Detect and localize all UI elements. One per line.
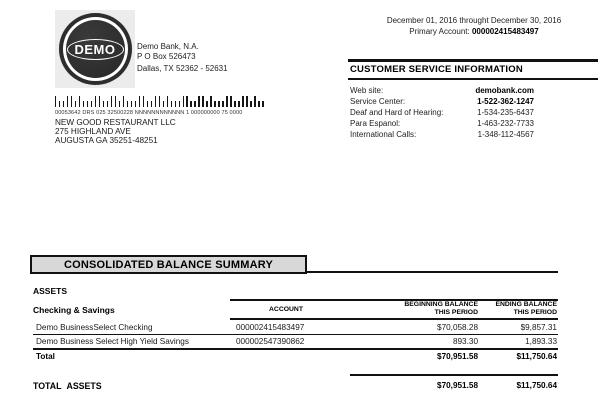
cs-value-website: demobank.com: [475, 86, 534, 95]
account-row-ending-balance: $9,857.31: [520, 323, 557, 332]
total-assets-label: TOTAL ASSETS: [33, 381, 102, 391]
column-header-ending-balance: [457, 301, 557, 317]
customer-service-row: [350, 107, 534, 118]
table-rule-row2-bottom: [33, 348, 558, 350]
bank-logo: [55, 10, 135, 88]
cs-label-website: Web site:: [350, 86, 384, 95]
cs-value-international: 1-348-112-4567: [477, 130, 534, 139]
total-ending-balance: $11,750.64: [516, 352, 557, 361]
customer-service-title: CUSTOMER SERVICE INFORMATION: [350, 64, 523, 75]
account-row-name: Demo BusinessSelect Checking: [36, 323, 153, 332]
cs-value-deaf-hearing: 1-534-235-6437: [477, 108, 534, 117]
primary-account-label: Primary Account:: [409, 27, 470, 36]
bank-logo-text: DEMO: [67, 39, 124, 60]
summary-title-rule: [305, 271, 558, 273]
column-header-ending-line2: THIS PERIOD: [513, 309, 557, 316]
primary-account-line: [348, 27, 600, 36]
table-rule-row1-bottom: [33, 334, 558, 335]
column-header-ending-line1: ENDING BALANCE: [495, 301, 557, 308]
customer-service-list: [350, 85, 534, 140]
table-rule-total-assets: [350, 374, 558, 376]
assets-section-label: ASSETS: [33, 286, 68, 296]
customer-service-row: [350, 96, 534, 107]
customer-service-top-rule: [348, 59, 598, 62]
statement-period: December 01, 2016 throught December 30, 2016: [386, 16, 562, 25]
bank-name: Demo Bank, N.A.: [137, 42, 199, 51]
cs-label-service-center: Service Center:: [350, 97, 406, 106]
bank-logo-circle-icon: [59, 13, 132, 85]
primary-account-number: 000002415483497: [471, 27, 539, 36]
column-header-beginning-line1: BEGINNING BALANCE: [404, 301, 478, 308]
bank-address-block: [137, 42, 228, 73]
customer-service-row: [350, 129, 534, 140]
summary-title-box: [30, 255, 307, 274]
recipient-name: NEW GOOD RESTAURANT LLC: [55, 118, 176, 127]
total-beginning-balance: $70,951.58: [437, 352, 478, 361]
cs-label-deaf-hearing: Deaf and Hard of Hearing:: [350, 108, 444, 117]
recipient-address-block: [55, 118, 176, 146]
cs-label-international: International Calls:: [350, 130, 417, 139]
customer-service-row: [350, 118, 534, 129]
total-assets-beginning-balance: $70,951.58: [437, 381, 478, 390]
table-rule-header-bottom: [230, 318, 558, 320]
account-row-number: 000002547390862: [236, 337, 305, 346]
bank-po-box: P O Box 526473: [137, 51, 196, 61]
total-assets-ending-balance: $11,750.64: [516, 381, 557, 390]
customer-service-row: [350, 85, 534, 96]
recipient-city-zip: AUGUSTA GA 35251-48251: [55, 136, 158, 146]
account-row-beginning-balance: 893.30: [452, 337, 478, 346]
column-header-account: ACCOUNT: [269, 306, 303, 313]
bank-city-line: Dallas, TX 52362 - 52631: [137, 63, 228, 73]
cs-value-espanol: 1-463-232-7733: [477, 119, 534, 128]
mail-routing-code: 00053642 DRS 025 32500228 NNNNNNNNNNNN 1 000000000 75 0000: [55, 110, 243, 116]
column-header-beginning-line2: THIS PERIOD: [434, 309, 478, 316]
customer-service-bottom-rule: [348, 78, 598, 80]
account-row-number: 000002415483497: [236, 323, 305, 332]
postal-barcode-icon: [55, 96, 270, 107]
total-row-label: Total: [36, 352, 55, 361]
recipient-street: 275 HIGHLAND AVE: [55, 127, 131, 137]
account-row-name: Demo Business Select High Yield Savings: [36, 337, 189, 346]
account-row-beginning-balance: $70,058.28: [437, 323, 478, 332]
summary-title: CONSOLIDATED BALANCE SUMMARY: [63, 258, 274, 271]
cs-label-espanol: Para Espanol:: [350, 119, 401, 128]
account-row-ending-balance: 1,893.33: [525, 337, 557, 346]
column-group-header: Checking & Savings: [33, 305, 115, 315]
cs-value-service-center: 1-522-362-1247: [477, 97, 534, 106]
